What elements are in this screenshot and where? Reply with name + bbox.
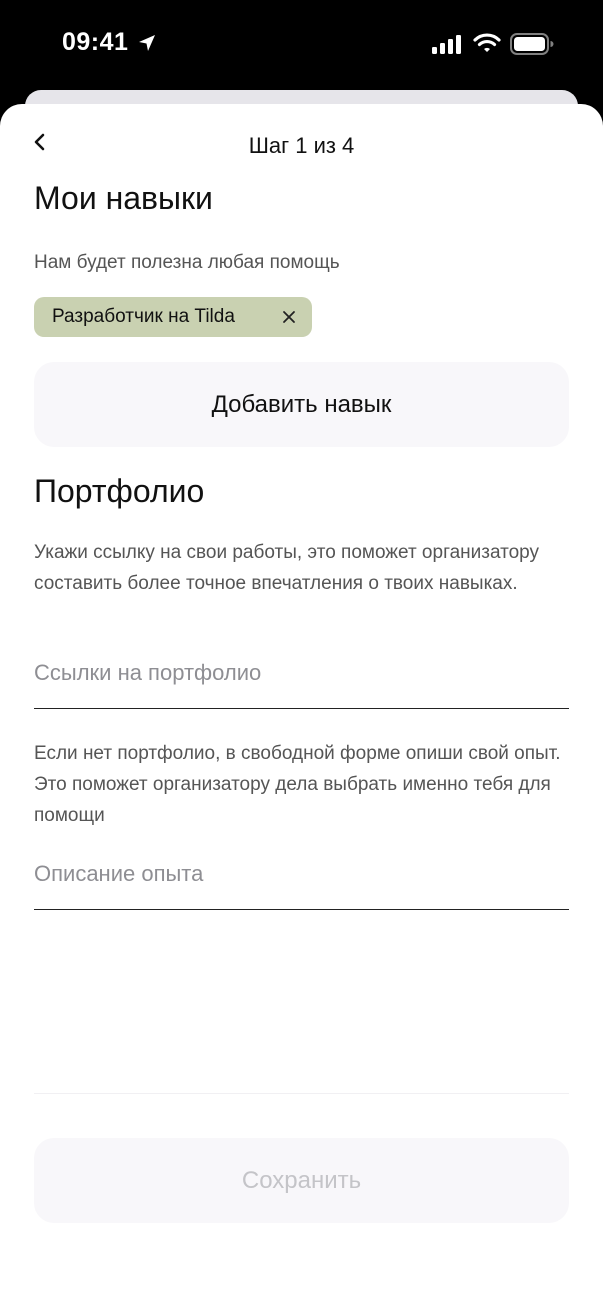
step-indicator: Шаг 1 из 4 — [248, 133, 355, 158]
portfolio-title: Портфолио — [34, 473, 205, 509]
location-arrow-icon — [137, 33, 157, 53]
cellular-signal-icon — [432, 34, 464, 54]
skills-subtitle: Нам будет полезна любая помощь — [34, 252, 340, 273]
add-skill-button[interactable]: Добавить навык — [34, 362, 569, 447]
portfolio-links-input[interactable] — [34, 660, 569, 686]
close-icon[interactable] — [282, 310, 296, 324]
experience-hint: Если нет портфолио, в свободной форме опиши свой опыт. Это поможет организатору дела выбрать именно тебя для помощи — [34, 743, 561, 826]
wifi-icon — [473, 32, 501, 54]
experience-description-field — [34, 853, 569, 910]
footer-divider — [34, 1093, 569, 1094]
save-button[interactable]: Сохранить — [34, 1138, 569, 1223]
status-time: 09:41 — [62, 28, 129, 56]
skill-chip-label: Разработчик на Tilda — [52, 306, 235, 327]
skills-title: Мои навыки — [34, 180, 213, 216]
battery-icon — [510, 33, 554, 55]
skill-chip — [34, 297, 312, 337]
portfolio-links-field — [34, 652, 569, 709]
experience-description-input[interactable] — [34, 861, 569, 887]
portfolio-description: Укажи ссылку на свои работы, это поможет организатору составить более точное впечатления о твоих навыках. — [34, 542, 540, 594]
status-bar — [0, 0, 603, 90]
